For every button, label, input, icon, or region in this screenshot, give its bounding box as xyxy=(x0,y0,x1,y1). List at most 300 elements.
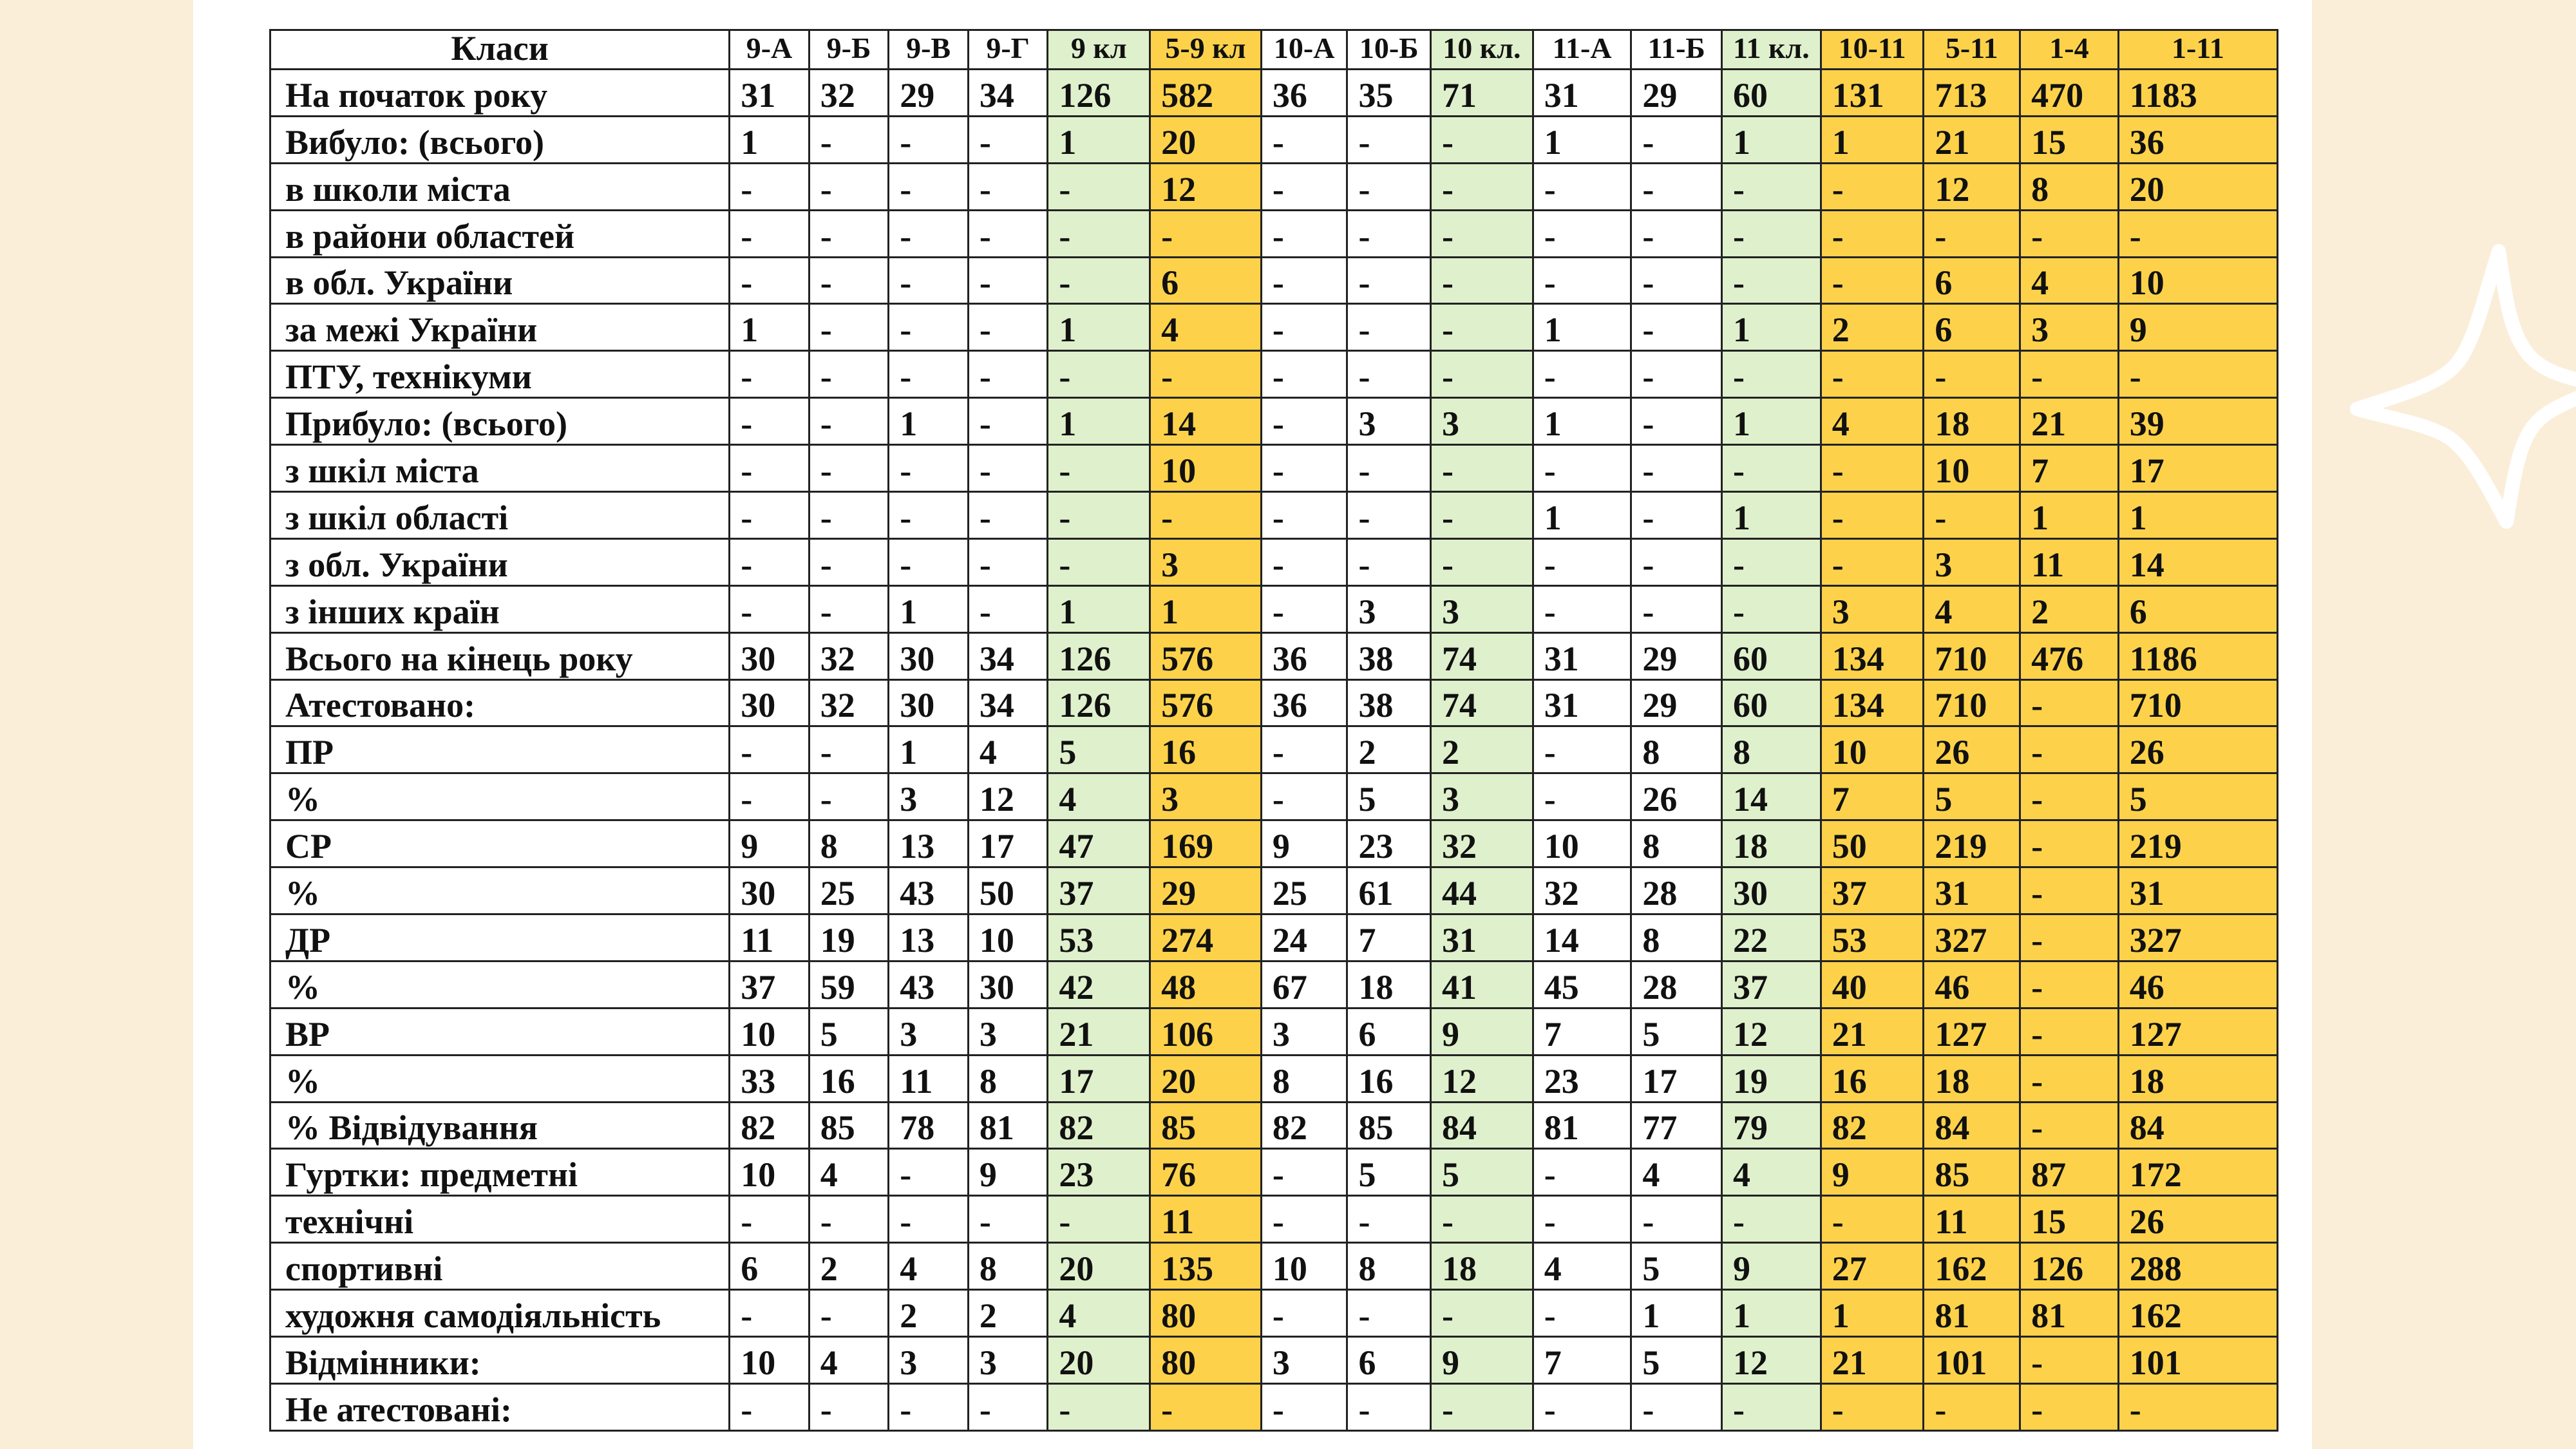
table-cell: - xyxy=(889,445,969,492)
table-cell: 710 xyxy=(2118,679,2277,726)
table-cell: - xyxy=(968,398,1048,445)
table-cell: 9 xyxy=(1821,1149,1924,1196)
header-cell: 11-А xyxy=(1533,30,1631,70)
table-row xyxy=(270,820,2278,867)
table-cell: - xyxy=(968,163,1048,210)
table-cell: 81 xyxy=(968,1102,1048,1149)
table-cell: 3 xyxy=(1924,538,2020,585)
table-cell: - xyxy=(968,538,1048,585)
table-cell: - xyxy=(1722,1196,1821,1243)
table-cell: - xyxy=(1048,492,1150,539)
table-row xyxy=(270,210,2278,257)
table-cell: - xyxy=(1533,1196,1631,1243)
table-cell: 5 xyxy=(1347,773,1431,820)
table-cell: - xyxy=(1821,351,1924,398)
table-cell: 327 xyxy=(2118,914,2277,961)
table-cell: 59 xyxy=(809,961,889,1008)
table-cell: 126 xyxy=(2020,1243,2119,1290)
table-cell: - xyxy=(1631,398,1722,445)
table-cell: - xyxy=(1533,210,1631,257)
table-cell: 17 xyxy=(2118,445,2277,492)
table-row xyxy=(270,773,2278,820)
table-cell: - xyxy=(889,304,969,351)
table-row xyxy=(270,116,2278,163)
star-outline-icon xyxy=(2338,232,2576,535)
table-cell: 15 xyxy=(2020,1196,2119,1243)
table-cell: - xyxy=(1631,163,1722,210)
table-cell: - xyxy=(730,257,810,304)
table-cell: 30 xyxy=(889,679,969,726)
table-cell: 3 xyxy=(1431,585,1533,632)
table-cell: 82 xyxy=(1821,1102,1924,1149)
table-cell: 26 xyxy=(2118,726,2277,773)
table-cell: - xyxy=(2020,210,2119,257)
table-cell: - xyxy=(809,257,889,304)
row-label: % xyxy=(270,1055,730,1102)
table-cell: 40 xyxy=(1821,961,1924,1008)
table-cell: 10 xyxy=(730,1008,810,1055)
table-cell: 85 xyxy=(1924,1149,2020,1196)
table-cell: 30 xyxy=(730,867,810,914)
table-cell: - xyxy=(1347,304,1431,351)
table-cell: - xyxy=(809,726,889,773)
table-cell: 5 xyxy=(1924,773,2020,820)
table-cell: - xyxy=(1048,538,1150,585)
table-cell: 36 xyxy=(1261,632,1347,679)
table-cell: 14 xyxy=(2118,538,2277,585)
table-cell: 17 xyxy=(1631,1055,1722,1102)
table-cell: 43 xyxy=(889,961,969,1008)
table-cell: 1 xyxy=(730,116,810,163)
table-cell: 17 xyxy=(968,820,1048,867)
table-cell: 134 xyxy=(1821,632,1924,679)
table-cell: - xyxy=(1821,257,1924,304)
table-cell: 12 xyxy=(1722,1337,1821,1384)
table-cell: - xyxy=(809,1383,889,1430)
table-row xyxy=(270,1383,2278,1430)
table-cell: 11 xyxy=(1150,1196,1262,1243)
table-cell: - xyxy=(809,773,889,820)
table-cell: 710 xyxy=(1924,632,2020,679)
table-cell: 84 xyxy=(1924,1102,2020,1149)
table-cell: - xyxy=(1261,116,1347,163)
table-cell: 16 xyxy=(1821,1055,1924,1102)
table-cell: 6 xyxy=(1924,257,2020,304)
table-cell: - xyxy=(730,210,810,257)
table-cell: 20 xyxy=(1150,116,1262,163)
table-cell: 6 xyxy=(1347,1008,1431,1055)
table-cell: 2 xyxy=(889,1290,969,1337)
table-cell: - xyxy=(1431,445,1533,492)
table-cell: 5 xyxy=(1431,1149,1533,1196)
table-cell: 327 xyxy=(1924,914,2020,961)
table-cell: - xyxy=(889,1149,969,1196)
table-cell: - xyxy=(889,210,969,257)
table-cell: 71 xyxy=(1431,70,1533,117)
table-cell: - xyxy=(809,210,889,257)
table-cell: - xyxy=(1261,445,1347,492)
table-cell: 25 xyxy=(809,867,889,914)
table-cell: - xyxy=(1347,445,1431,492)
table-row xyxy=(270,445,2278,492)
table-cell: 3 xyxy=(1261,1008,1347,1055)
table-cell: - xyxy=(1261,351,1347,398)
row-label: % xyxy=(270,867,730,914)
table-cell: 30 xyxy=(730,679,810,726)
table-cell: 37 xyxy=(1722,961,1821,1008)
table-cell: 3 xyxy=(1347,398,1431,445)
table-cell: - xyxy=(968,492,1048,539)
table-cell: 20 xyxy=(1048,1337,1150,1384)
table-cell: 43 xyxy=(889,867,969,914)
table-cell: 126 xyxy=(1048,632,1150,679)
table-cell: 13 xyxy=(889,820,969,867)
table-cell: 6 xyxy=(2118,585,2277,632)
table-cell: 4 xyxy=(2020,257,2119,304)
table-cell: 60 xyxy=(1722,632,1821,679)
table-cell: - xyxy=(968,304,1048,351)
table-cell: 37 xyxy=(1048,867,1150,914)
table-cell: - xyxy=(1722,163,1821,210)
table-cell: 14 xyxy=(1150,398,1262,445)
table-cell: 582 xyxy=(1150,70,1262,117)
table-cell: - xyxy=(1631,210,1722,257)
table-cell: - xyxy=(1261,1196,1347,1243)
table-cell: - xyxy=(1431,304,1533,351)
table-cell: 4 xyxy=(1533,1243,1631,1290)
table-cell: 29 xyxy=(1150,867,1262,914)
table-cell: - xyxy=(1431,257,1533,304)
header-cell: 10-Б xyxy=(1347,30,1431,70)
table-row xyxy=(270,632,2278,679)
table-cell: 31 xyxy=(730,70,810,117)
table-cell: 1 xyxy=(1722,116,1821,163)
table-row xyxy=(270,726,2278,773)
table-cell: 21 xyxy=(1924,116,2020,163)
table-row xyxy=(270,1243,2278,1290)
table-cell: - xyxy=(1431,210,1533,257)
table-cell: 7 xyxy=(1533,1337,1631,1384)
table-cell: 710 xyxy=(1924,679,2020,726)
table-cell: 135 xyxy=(1150,1243,1262,1290)
table-cell: - xyxy=(968,116,1048,163)
row-label: в райони областей xyxy=(270,210,730,257)
table-cell: - xyxy=(1048,351,1150,398)
header-cell: 9-В xyxy=(889,30,969,70)
table-cell: 7 xyxy=(1821,773,1924,820)
row-label: в школи міста xyxy=(270,163,730,210)
table-cell: 36 xyxy=(1261,70,1347,117)
table-row xyxy=(270,1337,2278,1384)
row-label: за межі України xyxy=(270,304,730,351)
table-cell: - xyxy=(1533,585,1631,632)
table-cell: 1 xyxy=(889,398,969,445)
table-cell: - xyxy=(1048,163,1150,210)
table-cell: 127 xyxy=(2118,1008,2277,1055)
table-cell: - xyxy=(968,257,1048,304)
table-row xyxy=(270,1102,2278,1149)
table-cell: - xyxy=(1533,726,1631,773)
table-cell: 13 xyxy=(889,914,969,961)
table-cell: - xyxy=(1631,1383,1722,1430)
table-cell: 1 xyxy=(1048,398,1150,445)
table-cell: - xyxy=(1347,351,1431,398)
table-cell: 9 xyxy=(1261,820,1347,867)
table-cell: 31 xyxy=(1533,632,1631,679)
table-cell: 1 xyxy=(1722,1290,1821,1337)
table-cell: 37 xyxy=(730,961,810,1008)
table-cell: 31 xyxy=(1431,914,1533,961)
table-cell: 81 xyxy=(2020,1290,2119,1337)
table-cell: 4 xyxy=(889,1243,969,1290)
table-cell: 9 xyxy=(1431,1337,1533,1384)
table-cell: 4 xyxy=(1924,585,2020,632)
table-cell: 274 xyxy=(1150,914,1262,961)
table-cell: - xyxy=(1431,116,1533,163)
table-cell: 1 xyxy=(1150,585,1262,632)
table-cell: - xyxy=(1261,538,1347,585)
header-cell: 10-А xyxy=(1261,30,1347,70)
table-cell: 8 xyxy=(1631,726,1722,773)
row-label: художня самодіяльність xyxy=(270,1290,730,1337)
table-cell: 5 xyxy=(1631,1008,1722,1055)
row-label: з обл. України xyxy=(270,538,730,585)
table-cell: 5 xyxy=(1347,1149,1431,1196)
table-cell: 4 xyxy=(809,1149,889,1196)
table-cell: 172 xyxy=(2118,1149,2277,1196)
table-cell: - xyxy=(1533,773,1631,820)
table-cell: - xyxy=(1347,1196,1431,1243)
table-cell: 8 xyxy=(809,820,889,867)
table-cell: - xyxy=(1924,210,2020,257)
table-cell: - xyxy=(1431,1383,1533,1430)
row-label: ДР xyxy=(270,914,730,961)
table-cell: - xyxy=(809,304,889,351)
table-row xyxy=(270,867,2278,914)
table-cell: - xyxy=(730,1290,810,1337)
table-cell: - xyxy=(1631,538,1722,585)
table-cell: 27 xyxy=(1821,1243,1924,1290)
table-cell: 30 xyxy=(889,632,969,679)
table-cell: - xyxy=(1821,492,1924,539)
table-cell: - xyxy=(2020,351,2119,398)
table-cell: 12 xyxy=(1924,163,2020,210)
table-cell: 29 xyxy=(1631,632,1722,679)
table-cell: 23 xyxy=(1048,1149,1150,1196)
table-cell: 8 xyxy=(1631,820,1722,867)
table-cell: - xyxy=(809,1196,889,1243)
table-cell: - xyxy=(2118,351,2277,398)
table-cell: - xyxy=(809,116,889,163)
table-cell: 8 xyxy=(1347,1243,1431,1290)
table-cell: - xyxy=(1048,445,1150,492)
table-cell: 60 xyxy=(1722,679,1821,726)
table-cell: 25 xyxy=(1261,867,1347,914)
table-cell: - xyxy=(1631,1196,1722,1243)
table-cell: - xyxy=(1261,257,1347,304)
table-cell: 74 xyxy=(1431,679,1533,726)
table-cell: - xyxy=(1821,538,1924,585)
table-cell: 2 xyxy=(1347,726,1431,773)
table-cell: - xyxy=(1533,1149,1631,1196)
table-cell: - xyxy=(2020,773,2119,820)
table-cell: - xyxy=(1631,492,1722,539)
table-cell: 30 xyxy=(730,632,810,679)
table-cell: - xyxy=(1722,257,1821,304)
table-cell: 219 xyxy=(2118,820,2277,867)
table-cell: 4 xyxy=(1048,1290,1150,1337)
row-label: % xyxy=(270,961,730,1008)
table-cell: 576 xyxy=(1150,632,1262,679)
table-cell: 46 xyxy=(2118,961,2277,1008)
table-cell: - xyxy=(1347,163,1431,210)
table-cell: 3 xyxy=(2020,304,2119,351)
table-cell: - xyxy=(1924,1383,2020,1430)
table-row xyxy=(270,914,2278,961)
table-cell: 131 xyxy=(1821,70,1924,117)
table-cell: - xyxy=(730,1383,810,1430)
table-cell: 33 xyxy=(730,1055,810,1102)
table-cell: 87 xyxy=(2020,1149,2119,1196)
row-label: Прибуло: (всього) xyxy=(270,398,730,445)
table-cell: 1 xyxy=(1722,304,1821,351)
table-cell: 5 xyxy=(1631,1243,1722,1290)
table-cell: 31 xyxy=(1533,679,1631,726)
table-cell: 18 xyxy=(1347,961,1431,1008)
table-cell: 20 xyxy=(2118,163,2277,210)
table-cell: 1186 xyxy=(2118,632,2277,679)
table-cell: 1 xyxy=(1821,1290,1924,1337)
table-cell: 24 xyxy=(1261,914,1347,961)
row-label: Відмінники: xyxy=(270,1337,730,1384)
table-cell: 77 xyxy=(1631,1102,1722,1149)
table-cell: - xyxy=(1347,257,1431,304)
table-cell: 85 xyxy=(809,1102,889,1149)
table-cell: 15 xyxy=(2020,116,2119,163)
table-cell: 5 xyxy=(1048,726,1150,773)
table-row xyxy=(270,1149,2278,1196)
table-cell: 30 xyxy=(1722,867,1821,914)
table-cell: 169 xyxy=(1150,820,1262,867)
table-cell: 162 xyxy=(2118,1290,2277,1337)
table-cell: 29 xyxy=(1631,70,1722,117)
table-cell: 1 xyxy=(2020,492,2119,539)
table-cell: 4 xyxy=(1048,773,1150,820)
row-label: з шкіл області xyxy=(270,492,730,539)
table-row xyxy=(270,1008,2278,1055)
table-cell: 11 xyxy=(1924,1196,2020,1243)
table-cell: - xyxy=(730,1196,810,1243)
table-cell: 1 xyxy=(2118,492,2277,539)
table-cell: 8 xyxy=(1261,1055,1347,1102)
table-cell: 101 xyxy=(2118,1337,2277,1384)
class-statistics-table xyxy=(269,29,2278,1432)
table-cell: - xyxy=(1431,492,1533,539)
table-cell: 6 xyxy=(1924,304,2020,351)
table-cell: 61 xyxy=(1347,867,1431,914)
table-cell: 41 xyxy=(1431,961,1533,1008)
table-cell: - xyxy=(1533,351,1631,398)
table-cell: - xyxy=(809,398,889,445)
table-cell: 470 xyxy=(2020,70,2119,117)
table-cell: 29 xyxy=(889,70,969,117)
table-cell: 10 xyxy=(1150,445,1262,492)
row-label: Всього на кінець року xyxy=(270,632,730,679)
table-cell: 35 xyxy=(1347,70,1431,117)
table-cell: 39 xyxy=(2118,398,2277,445)
table-cell: - xyxy=(809,1290,889,1337)
table-cell: - xyxy=(889,492,969,539)
table-cell: 1 xyxy=(1048,585,1150,632)
table-cell: 1 xyxy=(889,585,969,632)
table-cell: - xyxy=(1048,210,1150,257)
table-cell: 162 xyxy=(1924,1243,2020,1290)
table-cell: - xyxy=(2118,210,2277,257)
row-label: з шкіл міста xyxy=(270,445,730,492)
table-cell: - xyxy=(1150,351,1262,398)
row-label: ВР xyxy=(270,1008,730,1055)
table-cell: 47 xyxy=(1048,820,1150,867)
row-label: з інших країн xyxy=(270,585,730,632)
table-row xyxy=(270,492,2278,539)
table-cell: 14 xyxy=(1722,773,1821,820)
table-cell: 11 xyxy=(889,1055,969,1102)
table-cell: - xyxy=(730,538,810,585)
table-cell: - xyxy=(1261,304,1347,351)
table-row xyxy=(270,398,2278,445)
table-cell: 2 xyxy=(968,1290,1048,1337)
table-cell: - xyxy=(1821,210,1924,257)
table-cell: 31 xyxy=(2118,867,2277,914)
table-cell: 26 xyxy=(1631,773,1722,820)
table-cell: 9 xyxy=(968,1149,1048,1196)
table-row xyxy=(270,961,2278,1008)
table-cell: 84 xyxy=(1431,1102,1533,1149)
table-cell: - xyxy=(1431,163,1533,210)
table-cell: 6 xyxy=(730,1243,810,1290)
row-label: технічні xyxy=(270,1196,730,1243)
table-cell: 3 xyxy=(968,1337,1048,1384)
table-cell: 29 xyxy=(1631,679,1722,726)
table-cell: 34 xyxy=(968,679,1048,726)
table-cell: - xyxy=(730,492,810,539)
table-cell: 1 xyxy=(730,304,810,351)
table-cell: - xyxy=(1048,1196,1150,1243)
table-cell: 21 xyxy=(1048,1008,1150,1055)
table-cell: 10 xyxy=(1261,1243,1347,1290)
table-cell: 32 xyxy=(809,70,889,117)
header-cell: 11 кл. xyxy=(1722,30,1821,70)
table-cell: 1 xyxy=(1048,116,1150,163)
table-cell: 713 xyxy=(1924,70,2020,117)
table-cell: - xyxy=(1533,257,1631,304)
table-cell: - xyxy=(730,445,810,492)
table-cell: 4 xyxy=(1631,1149,1722,1196)
table-cell: - xyxy=(1347,538,1431,585)
table-cell: 1 xyxy=(1722,398,1821,445)
table-cell: 50 xyxy=(968,867,1048,914)
table-cell: - xyxy=(1533,445,1631,492)
table-cell: 28 xyxy=(1631,867,1722,914)
row-label: ПР xyxy=(270,726,730,773)
table-cell: 10 xyxy=(730,1337,810,1384)
table-cell: 81 xyxy=(1533,1102,1631,1149)
table-cell: 4 xyxy=(1150,304,1262,351)
table-cell: - xyxy=(1431,538,1533,585)
table-cell: 46 xyxy=(1924,961,2020,1008)
table-cell: - xyxy=(889,1383,969,1430)
table-cell: 19 xyxy=(1722,1055,1821,1102)
